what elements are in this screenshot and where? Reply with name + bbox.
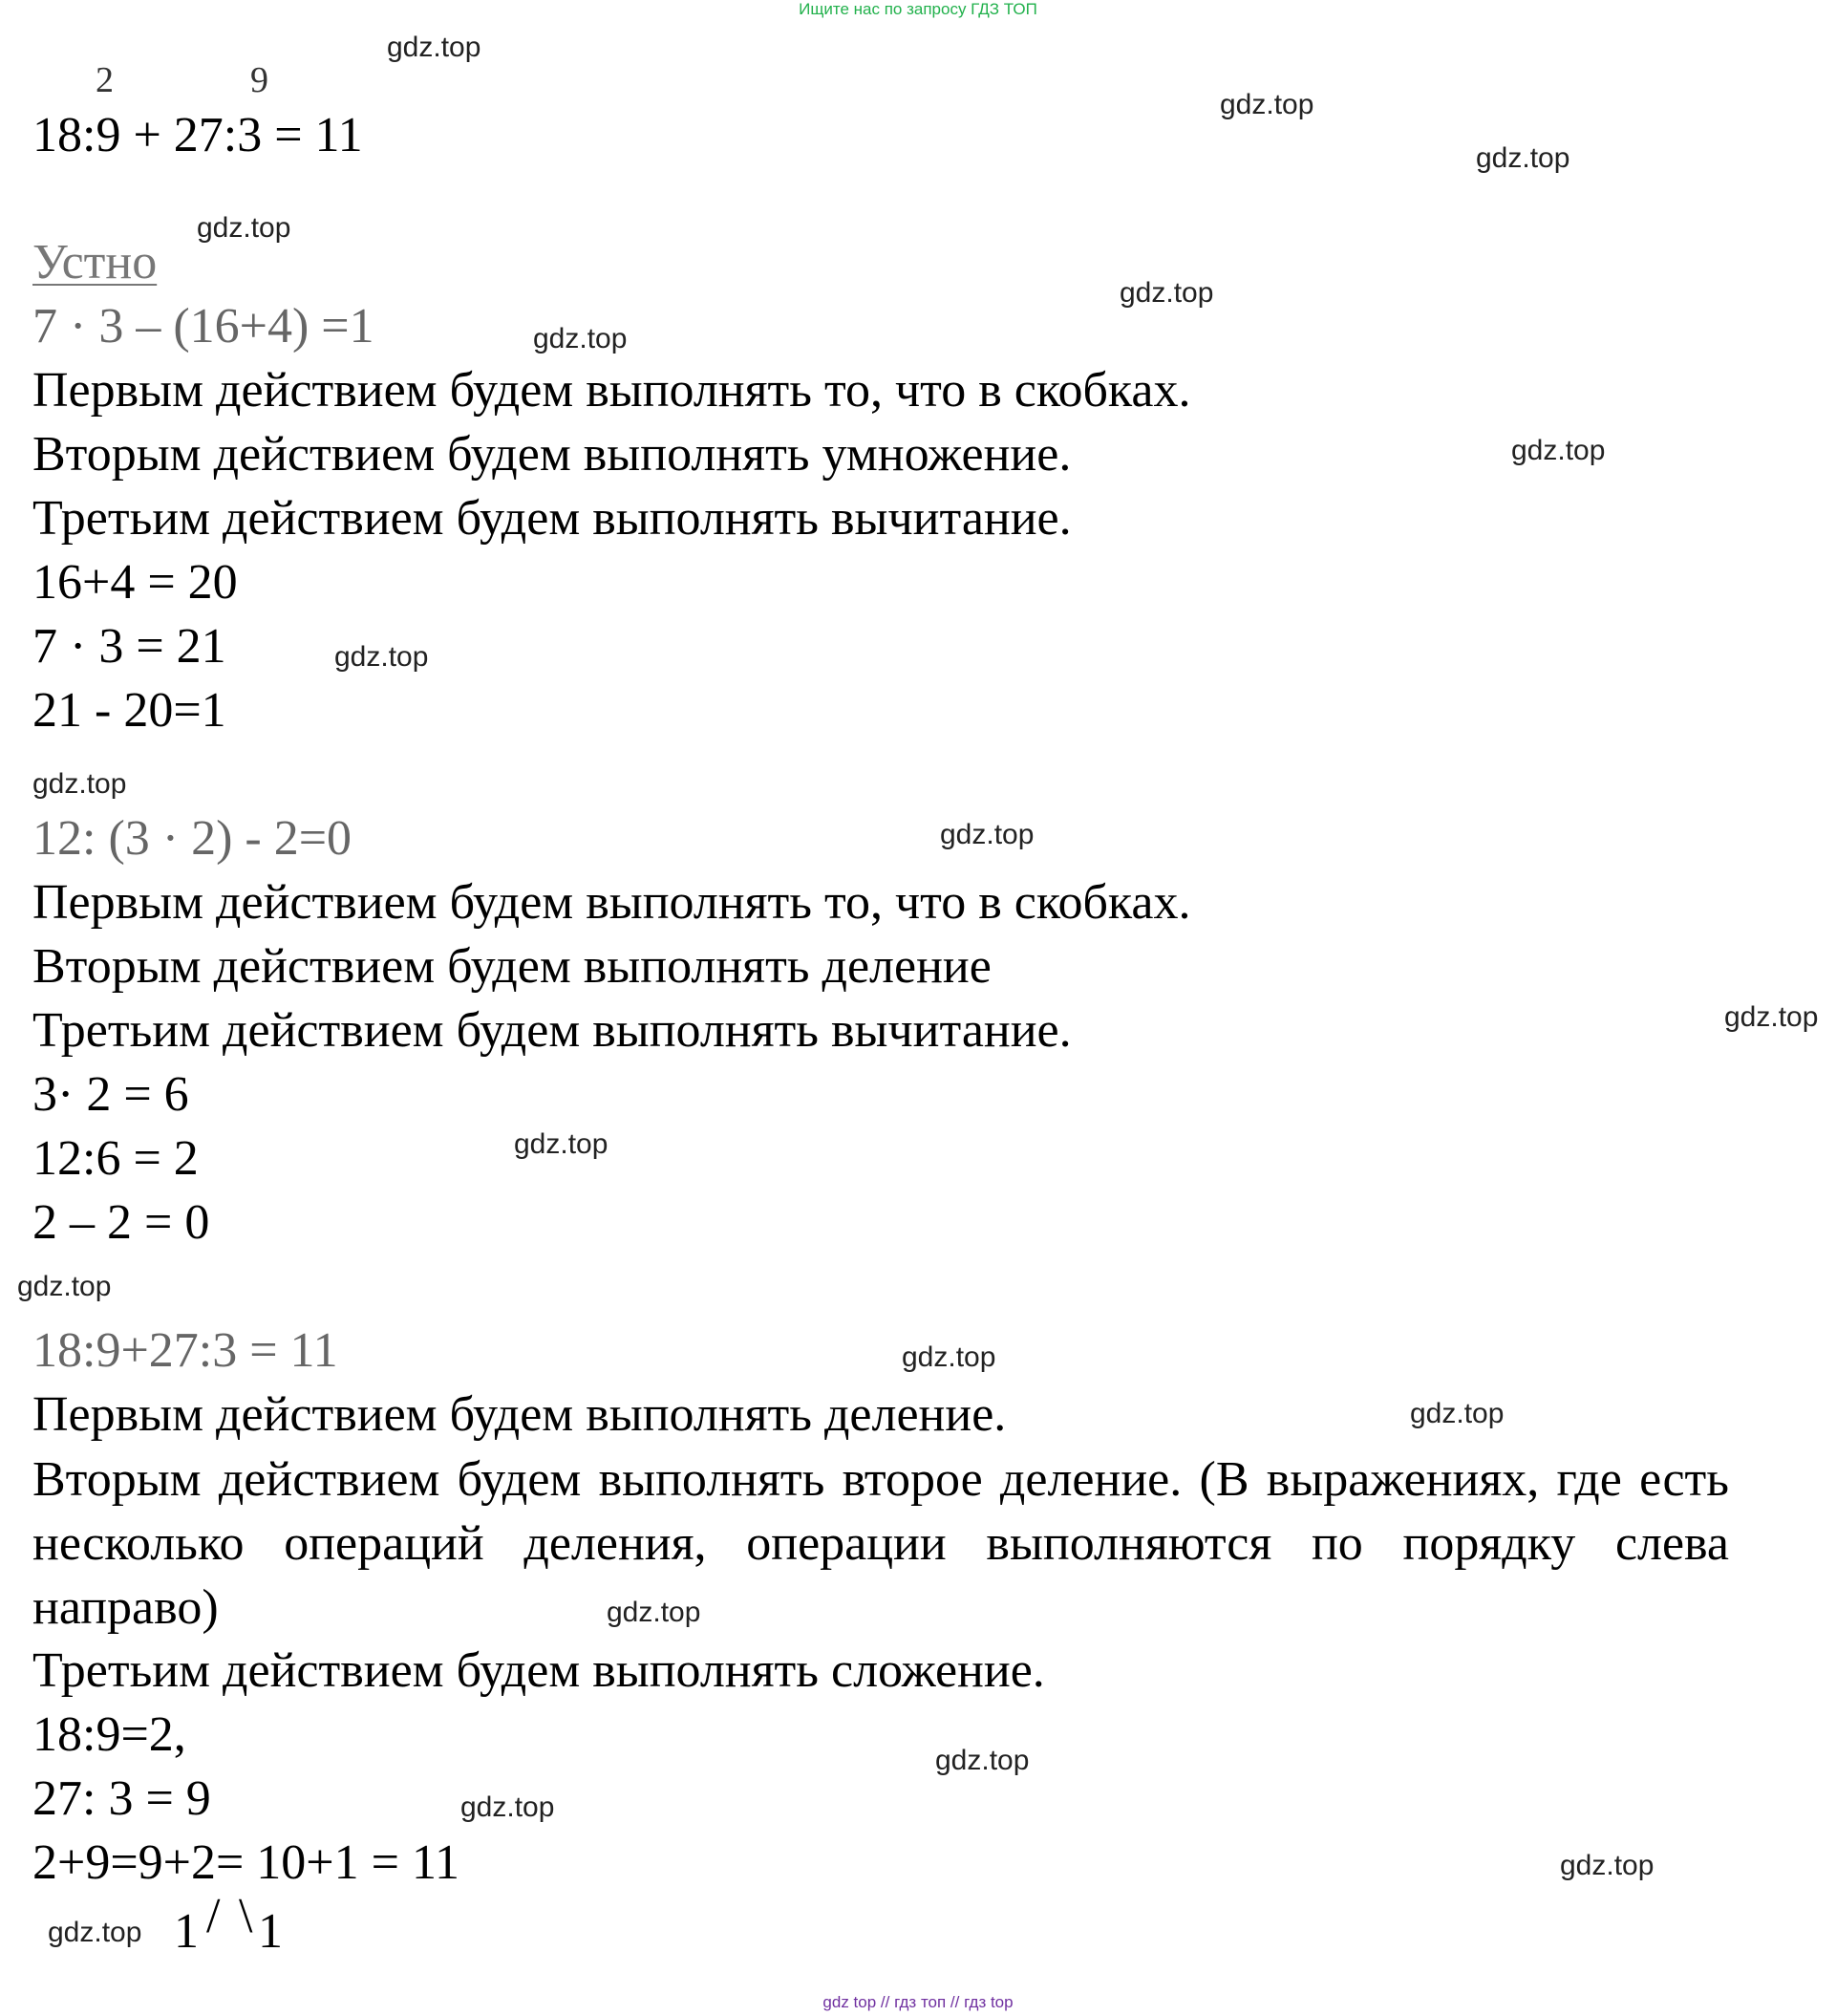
intro-sup-left: 2 xyxy=(96,60,114,100)
bottom-banner: gdz top // гдз топ // гдз top xyxy=(822,1993,1014,2011)
tree-left-digit: 1 xyxy=(174,1904,199,1959)
task2-calc: 12:6 = 2 xyxy=(32,1131,199,1186)
task3-expression: 18:9+27:3 = 11 xyxy=(32,1323,338,1378)
watermark: gdz.top xyxy=(1476,142,1570,174)
watermark: gdz.top xyxy=(197,212,291,244)
tree-slash: / xyxy=(206,1889,221,1943)
watermark: gdz.top xyxy=(17,1271,112,1302)
task1-expression: 7 · 3 – (16+4) =1 xyxy=(32,299,374,354)
tree-backslash: \ xyxy=(239,1889,253,1943)
watermark: gdz.top xyxy=(460,1791,555,1823)
task1-calc: 21 - 20=1 xyxy=(32,683,226,738)
watermark: gdz.top xyxy=(1724,1001,1819,1033)
task3-step-paragraph: Вторым действием будем выполнять второе деление. (В выражениях, где есть несколько операций деления, операции выполняются по порядку слева направо) xyxy=(32,1452,1729,1635)
task1-calc: 7 · 3 = 21 xyxy=(32,619,226,674)
task1-step: Первым действием будем выполнять то, что в скобках. xyxy=(32,363,1191,418)
task2-calc: 2 – 2 = 0 xyxy=(32,1195,210,1250)
watermark: gdz.top xyxy=(1410,1398,1505,1429)
watermark: gdz.top xyxy=(1560,1850,1655,1881)
watermark: gdz.top xyxy=(514,1128,608,1160)
watermark: gdz.top xyxy=(32,768,127,800)
watermark: gdz.top xyxy=(1511,435,1606,466)
intro-sup-right: 9 xyxy=(250,60,268,100)
watermark: gdz.top xyxy=(940,819,1035,850)
task3-step: Третьим действием будем выполнять сложение. xyxy=(32,1643,1045,1698)
task1-step: Третьим действием будем выполнять вычитание. xyxy=(32,491,1072,546)
task2-calc: 3· 2 = 6 xyxy=(32,1067,189,1122)
watermark: gdz.top xyxy=(935,1745,1030,1776)
watermark: gdz.top xyxy=(1220,89,1314,120)
watermark: gdz.top xyxy=(902,1341,996,1373)
top-banner: Ищите нас по запросу ГДЗ ТОП xyxy=(799,0,1037,18)
watermark: gdz.top xyxy=(334,641,429,673)
watermark: gdz.top xyxy=(1120,277,1214,309)
watermark: gdz.top xyxy=(533,323,628,354)
task2-step: Вторым действием будем выполнять деление xyxy=(32,939,992,994)
watermark: gdz.top xyxy=(48,1917,142,1948)
watermark: gdz.top xyxy=(607,1597,701,1628)
intro-expression: 18:9 + 27:3 = 11 xyxy=(32,108,363,162)
section-heading: Устно xyxy=(32,235,158,290)
task1-calc: 16+4 = 20 xyxy=(32,555,238,610)
task3-calc: 18:9=2, xyxy=(32,1707,186,1762)
task3-step: Первым действием будем выполнять деление. xyxy=(32,1387,1007,1442)
watermark: gdz.top xyxy=(387,32,481,63)
task3-calc: 27: 3 = 9 xyxy=(32,1771,211,1826)
task3-calc: 2+9=9+2= 10+1 = 11 xyxy=(32,1835,460,1890)
task2-step: Третьим действием будем выполнять вычитание. xyxy=(32,1003,1072,1058)
task2-step: Первым действием будем выполнять то, что в скобках. xyxy=(32,875,1191,930)
task2-expression: 12: (3 · 2) - 2=0 xyxy=(32,811,352,866)
tree-right-digit: 1 xyxy=(258,1904,283,1959)
task1-step: Вторым действием будем выполнять умножение. xyxy=(32,427,1072,482)
